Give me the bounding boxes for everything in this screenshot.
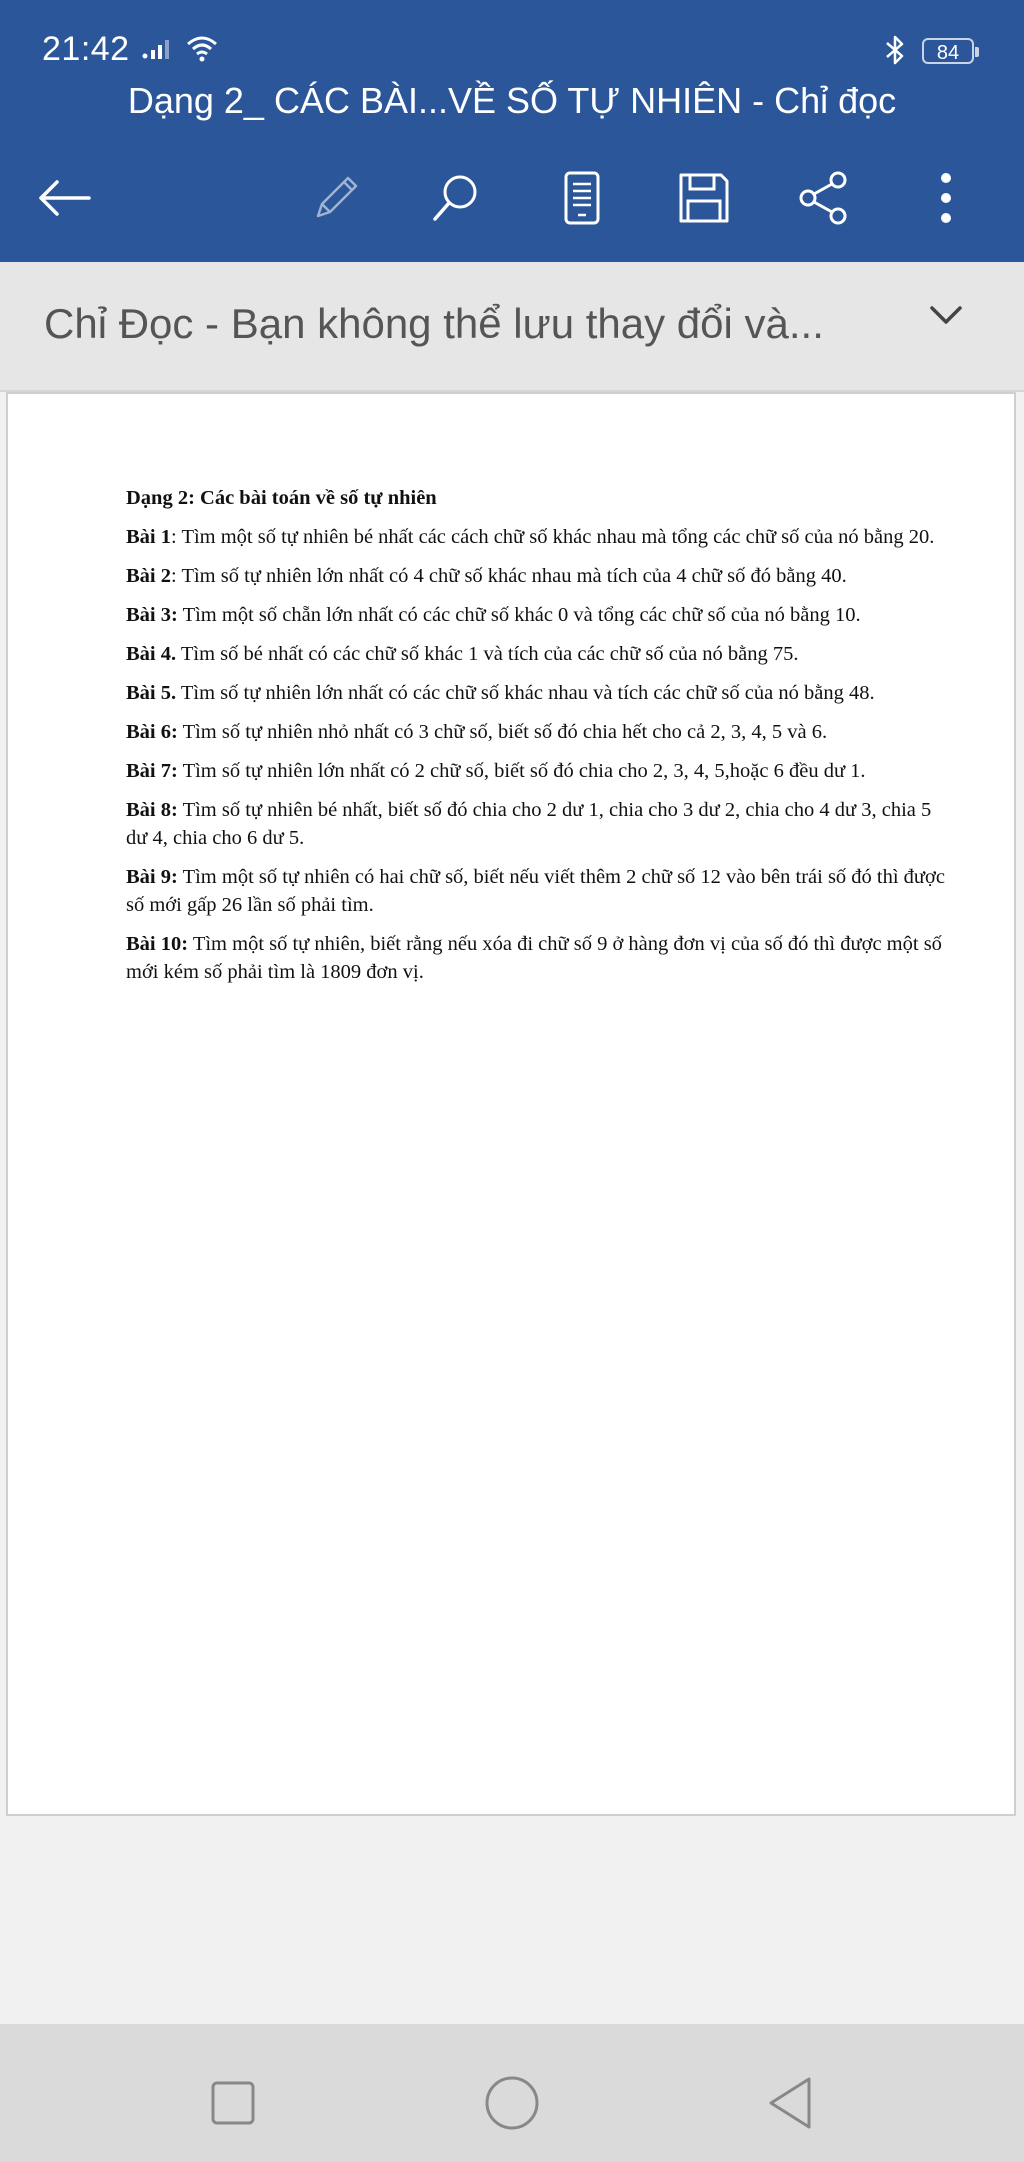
exercise-item — [126, 863, 956, 919]
exercise-item — [126, 718, 956, 746]
battery-indicator: 84 — [922, 38, 974, 64]
exercise-text: Tìm số bé nhất có các chữ số khác 1 và tích của các chữ số của nó bằng 75. — [176, 643, 799, 665]
exercise-item — [126, 562, 956, 590]
back-arrow-icon — [37, 178, 93, 218]
exercise-text: Tìm một số tự nhiên có hai chữ số, biết nếu viết thêm 2 chữ số 12 vào bên trái số đó thì được số mới gấp 26 lần số phải tìm. — [126, 866, 945, 916]
search-icon — [428, 170, 484, 226]
exercise-item — [126, 601, 956, 629]
exercise-label: Bài 4. — [126, 643, 177, 665]
exercise-label: Bài 5. — [126, 682, 177, 704]
exercise-text: : Tìm một số tự nhiên bé nhất các cách chữ số khác nhau mà tổng các chữ số của nó bằng 20. — [171, 526, 935, 548]
exercise-text: : Tìm số tự nhiên lớn nhất có 4 chữ số khác nhau mà tích của 4 chữ số đó bằng 40. — [171, 565, 847, 587]
exercise-item — [126, 679, 956, 707]
recent-apps-icon — [209, 2079, 257, 2127]
back-button[interactable] — [30, 162, 100, 234]
chevron-down-icon[interactable] — [928, 304, 964, 333]
more-icon — [938, 170, 954, 226]
exercise-text: Tìm số tự nhiên lớn nhất có các chữ số khác nhau và tích các chữ số của nó bằng 48. — [176, 682, 875, 704]
exercise-text: Tìm một số chẵn lớn nhất có các chữ số khác 0 và tổng các chữ số của nó bằng 10. — [177, 604, 861, 626]
recent-apps-button[interactable] — [198, 2068, 268, 2138]
save-icon — [676, 170, 732, 226]
exercise-label: Bài 8: — [126, 799, 178, 821]
exercise-item — [126, 757, 956, 785]
home-button[interactable] — [477, 2068, 547, 2138]
more-options-button[interactable] — [914, 162, 978, 234]
status-bar — [0, 0, 1024, 72]
mobile-view-button[interactable] — [550, 162, 614, 234]
exercise-label: Bài 3: — [126, 604, 178, 626]
exercise-item — [126, 523, 956, 551]
exercise-text: Tìm một số tự nhiên, biết rằng nếu xóa đi chữ số 9 ở hàng đơn vị của số đó thì được một số mới kém số phải tìm là 1809 đơn vị. — [126, 933, 942, 983]
exercise-item — [126, 796, 956, 852]
exercise-label: Bài 6: — [126, 721, 178, 743]
document-content — [126, 484, 956, 997]
exercise-label: Bài 7: — [126, 760, 178, 782]
save-button[interactable] — [672, 162, 736, 234]
exercise-list — [126, 523, 956, 986]
edit-button[interactable] — [304, 162, 368, 234]
back-icon — [765, 2075, 817, 2131]
signal-icon — [142, 36, 178, 65]
exercise-label: Bài 10: — [126, 933, 189, 955]
exercise-item — [126, 930, 956, 986]
exercise-label: Bài 9: — [126, 866, 178, 888]
share-button[interactable] — [792, 162, 856, 234]
app-bar — [0, 0, 1024, 262]
nav-back-button[interactable] — [756, 2068, 826, 2138]
read-only-message: Chỉ Đọc - Bạn không thể lưu thay đổi và... — [44, 300, 824, 347]
home-icon — [482, 2073, 542, 2133]
system-nav-bar — [0, 2024, 1024, 2162]
share-icon — [796, 170, 852, 226]
status-time: 21:42 — [42, 30, 130, 68]
pencil-icon — [310, 172, 362, 224]
search-button[interactable] — [424, 162, 488, 234]
wifi-icon — [186, 34, 218, 67]
exercise-item — [126, 640, 956, 668]
read-only-banner[interactable] — [0, 262, 1024, 392]
document-heading: Dạng 2: Các bài toán về số tự nhiên — [126, 487, 437, 509]
exercise-label: Bài 2 — [126, 565, 171, 587]
exercise-label: Bài 1 — [126, 526, 171, 548]
exercise-text: Tìm số tự nhiên lớn nhất có 2 chữ số, biết số đó chia cho 2, 3, 4, 5,hoặc 6 đều dư 1. — [177, 760, 866, 782]
exercise-text: Tìm số tự nhiên bé nhất, biết số đó chia cho 2 dư 1, chia cho 3 dư 2, chia cho 4 dư 3, chia 5 dư 4, chia cho 6 dư 5. — [126, 799, 932, 849]
exercise-text: Tìm số tự nhiên nhỏ nhất có 3 chữ số, biết số đó chia hết cho cả 2, 3, 4, 5 và 6. — [177, 721, 828, 743]
bluetooth-icon — [884, 34, 906, 71]
document-page[interactable] — [6, 392, 1016, 1816]
document-title: Dạng 2_ CÁC BÀI...VỀ SỐ TỰ NHIÊN - Chỉ đọc — [127, 80, 897, 121]
mobile-view-icon — [562, 170, 602, 226]
